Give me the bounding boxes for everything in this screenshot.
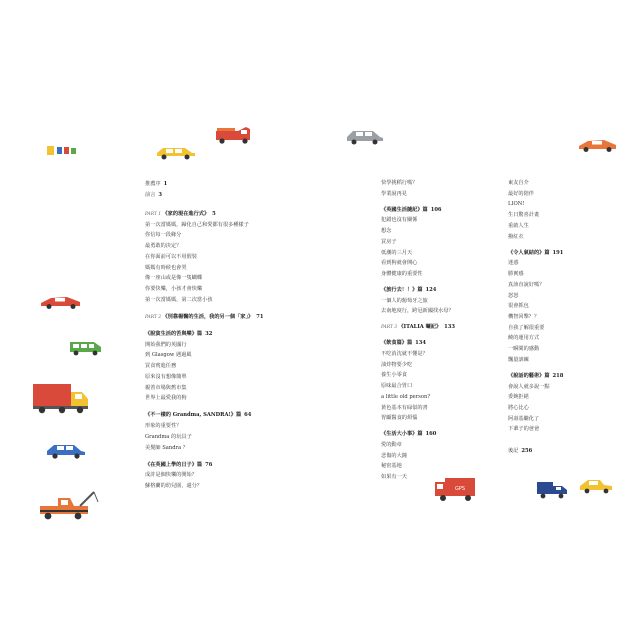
toc-entry[interactable]: [508, 201, 524, 208]
toc-entry[interactable]: [381, 463, 402, 470]
grey-sedan-icon: [346, 127, 384, 145]
toc-entry-label: 親善市場與舊市集: [145, 384, 187, 391]
toc-entry[interactable]: [508, 271, 524, 278]
toc-entry-label: 一個人的葡萄牙之旅: [381, 297, 428, 304]
toc-page-number: 160: [425, 431, 437, 438]
toc-entry-label: 看到狗就會開心: [381, 260, 418, 267]
toc-entry-label: 你信每一段緣分: [145, 232, 182, 239]
toc-page-number: 76: [205, 461, 213, 468]
toc-entry-label: 買房子: [381, 238, 397, 245]
toc-entry[interactable]: [381, 453, 407, 460]
toc-entry[interactable]: [381, 442, 402, 449]
toc-entry[interactable]: [508, 303, 529, 310]
toc-entry[interactable]: [381, 405, 428, 412]
yellow-vintage-car-icon: [578, 476, 614, 496]
toc-entry-label: 重啟人生: [508, 222, 529, 229]
toc-entry-label: 下輩子的爸爸: [508, 426, 540, 433]
toc-entry-label: 《英國生活隨記》篇: [381, 206, 428, 213]
toc-entry-label: 低潮的三月天: [381, 249, 413, 256]
toc-entry[interactable]: [145, 275, 202, 282]
toc-entry[interactable]: [145, 483, 202, 490]
toc-entry-label: LION!: [508, 201, 525, 208]
toc-entry[interactable]: [145, 352, 192, 359]
toc-entry-label: 學業說再見: [381, 190, 407, 197]
toc-entry-label: 悲傷的大鐘: [381, 452, 407, 459]
toc-entry[interactable]: [508, 282, 544, 289]
toc-entry-label: 《旅行去！！》篇: [381, 286, 423, 293]
toc-section-heading[interactable]: [381, 287, 436, 294]
toc-entry-label: 饒的運用方式: [508, 335, 540, 342]
toc-entry-label: 胃顧醫食的煩惱: [381, 415, 418, 422]
orange-sports-car-icon: [578, 136, 618, 153]
toc-entry-label: 最勇敢的決定？: [145, 243, 182, 250]
toc-entry[interactable]: [508, 212, 539, 219]
small-sign-icon: [47, 145, 79, 157]
toc-entry[interactable]: [381, 415, 417, 422]
toc-entry-label: 將心比心: [508, 405, 529, 411]
toc-entry[interactable]: [508, 384, 550, 391]
toc-entry[interactable]: [145, 472, 197, 479]
green-van-icon: [68, 336, 104, 356]
toc-entry[interactable]: [145, 181, 167, 188]
toc-entry-label: 很會抓包: [508, 303, 529, 310]
toc-entry[interactable]: [145, 243, 181, 250]
toc-part-heading[interactable]: [145, 211, 216, 218]
toc-entry[interactable]: [381, 394, 430, 401]
toc-entry[interactable]: [145, 254, 197, 261]
toc-entry-label: 如果有一天: [381, 474, 407, 480]
toc-entry-label: 你要快樂，小孩才會快樂: [145, 285, 203, 292]
toc-entry-label: 身體健康的重要性: [381, 270, 423, 277]
toc-entry-label: 撥紅衣: [508, 233, 524, 240]
toc-entry[interactable]: [381, 271, 423, 278]
toc-entry-label: 飄量訓練: [508, 356, 529, 363]
toc-page-number: 3: [158, 192, 163, 198]
toc-entry[interactable]: [145, 286, 202, 293]
toc-section-heading[interactable]: [145, 412, 251, 419]
toc-entry-label: 生日驚喜計畫: [508, 212, 540, 219]
toc-entry[interactable]: [145, 232, 181, 239]
part-prefix: PART 3: [381, 325, 399, 331]
toc-entry[interactable]: [145, 297, 212, 304]
toc-page-number: 218: [552, 372, 564, 379]
toc-entry[interactable]: [381, 217, 417, 224]
toc-entry[interactable]: [508, 293, 518, 300]
toc-section-heading[interactable]: [508, 250, 563, 257]
toc-entry[interactable]: [508, 335, 539, 342]
red-sports-car-icon: [40, 293, 82, 310]
red-box-truck-icon: [32, 380, 90, 414]
toc-part-heading[interactable]: [381, 324, 455, 331]
toc-entry[interactable]: [145, 222, 249, 229]
toc-entry[interactable]: [381, 362, 412, 369]
toc-part-heading[interactable]: [145, 314, 263, 321]
toc-entry-label: 黃色基本有碌似的書: [381, 404, 428, 411]
toc-entry-label: 《不一樣的 Grandma, SANDRA!》篇: [145, 412, 242, 419]
toc-entry-label: 《令人氣結的》篇: [508, 249, 550, 256]
truck-logo-text: GPS: [454, 486, 466, 492]
toc-entry[interactable]: [508, 394, 529, 401]
toc-entry-label: 委婉拒絕: [508, 394, 529, 401]
toc-entry-label: 形象的重要性？: [145, 423, 182, 430]
toc-entry[interactable]: [145, 192, 162, 199]
toc-entry-label: 買食賓進任務: [145, 363, 177, 370]
toc-entry-label: 前言: [145, 192, 156, 198]
toc-section-heading[interactable]: [508, 373, 563, 380]
toc-page-number: 191: [552, 249, 564, 256]
toc-entry[interactable]: [508, 325, 544, 332]
toc-entry[interactable]: [381, 228, 391, 235]
toc-entry[interactable]: [381, 474, 407, 481]
toc-section-heading[interactable]: [145, 331, 212, 338]
toc-entry-label: 《說話的藝術》篇: [508, 372, 550, 379]
toc-entry-label: 會說人就多說一點: [508, 383, 550, 390]
toc-page-number: 124: [425, 286, 437, 293]
toc-entry[interactable]: [508, 405, 529, 412]
toc-entry-label: 機智回擊？？: [508, 313, 540, 320]
toc-entry-label: 東友自介: [508, 180, 529, 186]
toc-page-number: 64: [244, 412, 252, 419]
toc-page-number: 256: [521, 448, 533, 454]
toc-entry-label: 美髮師 Sandra ？: [145, 444, 188, 451]
toc-entry-label: 《生活大小事》篇: [381, 431, 423, 438]
toc-entry[interactable]: [508, 191, 534, 198]
toc-entry-label: 《家的現在進行式》: [162, 211, 210, 217]
toc-page-number: 106: [430, 206, 442, 213]
toc-entry[interactable]: [381, 372, 407, 379]
toc-entry-label: 養生小零食: [381, 372, 407, 379]
toc-page-number: 133: [444, 324, 455, 331]
navy-truck-icon: [536, 478, 570, 500]
toc-entry[interactable]: [508, 234, 524, 241]
toc-entry[interactable]: [508, 426, 539, 433]
toc-section-heading[interactable]: [145, 462, 212, 469]
toc-section-heading[interactable]: [381, 431, 436, 438]
toc-entry[interactable]: [508, 314, 539, 321]
toc-entry[interactable]: [508, 260, 518, 267]
toc-entry-label: 怒怒: [508, 292, 519, 299]
toc-entry-label: 犯錯也沒有關係: [381, 217, 418, 224]
toc-entry-label: 在你面前可以不用假裝: [145, 253, 197, 260]
toc-entry[interactable]: [508, 416, 539, 423]
toc-entry-label: 開始我們的英國行: [145, 341, 187, 348]
toc-entry-label: 《在英國上學的日子》篇: [145, 461, 203, 468]
toc-entry[interactable]: [381, 180, 417, 187]
toc-entry-label: 原味最合胃口: [381, 383, 413, 390]
toc-entry[interactable]: [145, 374, 187, 381]
toc-entry[interactable]: [381, 383, 412, 390]
toc-entry-label: Grandma 的玩具子: [145, 433, 192, 440]
toc-entry-label: 原來沒有想像簡單: [145, 373, 187, 380]
toc-entry[interactable]: [508, 357, 529, 364]
toc-entry[interactable]: [381, 298, 428, 305]
toc-entry[interactable]: [381, 191, 407, 198]
toc-entry-label: 真該直說好嗎？: [508, 281, 545, 288]
red-truck-icon: [214, 123, 254, 147]
part-prefix: PART 1: [145, 212, 163, 217]
toc-page-number: 32: [205, 331, 213, 337]
toc-entry[interactable]: [508, 448, 532, 455]
toc-entry[interactable]: [145, 423, 181, 430]
toc-entry-label: 《飲食篇》篇: [381, 340, 413, 347]
toc-entry-label: 一瞬間的感動: [508, 346, 540, 352]
toc-entry-label: 後記: [508, 448, 519, 454]
toc-entry[interactable]: [508, 223, 529, 230]
toc-entry-label: 愛的動章: [381, 441, 402, 448]
toc-entry[interactable]: [145, 445, 188, 452]
toc-entry[interactable]: [381, 351, 428, 358]
toc-entry-label: 自我了解很重要: [508, 324, 545, 331]
toc-entry[interactable]: [145, 363, 176, 370]
toc-entry[interactable]: [145, 434, 192, 441]
toc-section-heading[interactable]: [381, 340, 426, 347]
toc-entry-label: 媽媽有時候也會哭: [145, 264, 187, 271]
toc-entry[interactable]: [145, 385, 187, 392]
toc-entry-label: 《脫貧生活的苦與樂》篇: [145, 331, 203, 337]
toc-entry-label: 阿壽基繼化了: [508, 415, 540, 422]
toc-page-number: 134: [415, 340, 426, 347]
toc-section-heading[interactable]: [381, 207, 442, 214]
toc-entry-label: 成許是個快樂的開始？: [145, 472, 197, 479]
toc-entry-label: 《別靠楊醫的生活，我的另一個「家」》: [162, 313, 254, 320]
toc-entry-label: 蘇格蘭的幼兒園，還分？: [145, 483, 203, 490]
toc-entry-label: 第一次當媽媽，歸化自己和愛都有很多種樣子: [145, 221, 249, 228]
toc-entry-label: 第一次當媽媽，第二次當小孩: [145, 296, 213, 303]
toc-entry[interactable]: [145, 395, 187, 402]
toc-entry[interactable]: [508, 346, 539, 353]
toc-entry-label: 快學挑稻行嗎？: [381, 180, 418, 186]
red-delivery-truck-icon: [434, 476, 484, 504]
toc-entry-label: 迷惑: [508, 260, 519, 267]
yellow-taxi-icon: [155, 143, 197, 160]
toc-entry-label: 推薦序: [145, 181, 161, 187]
toc-page-number: 1: [163, 181, 168, 187]
toc-entry[interactable]: [145, 265, 187, 272]
tow-truck-icon: [36, 488, 102, 522]
toc-entry-label: 不吃消沈就不懂是？: [381, 351, 428, 357]
toc-entry-label: 《ITALIA 囉記》: [398, 324, 442, 331]
toc-entry-label: 到 Glasgow 遇過風: [145, 352, 192, 359]
toc-page-number: 71: [256, 313, 264, 320]
toc-entry-label: a little old person?: [381, 393, 431, 400]
toc-entry[interactable]: [381, 250, 412, 257]
toc-entry[interactable]: [381, 308, 454, 315]
toc-entry-label: 去南地度行，跨冠新國找水母？: [381, 308, 454, 315]
toc-entry[interactable]: [381, 239, 397, 246]
toc-entry-label: 秘密基地: [381, 463, 402, 470]
toc-entry-label: 世界上最愛我的狗: [145, 395, 187, 402]
toc-entry-label: 勝實感: [508, 271, 524, 278]
toc-entry-label: 像一座山或是像一隻蝴蝶: [145, 275, 203, 282]
part-prefix: PART 2: [145, 314, 163, 320]
toc-entry[interactable]: [381, 260, 417, 267]
toc-entry-label: 最好的陪伴: [508, 190, 534, 197]
toc-entry-label: 想念: [381, 228, 392, 235]
toc-page-number: 5: [212, 211, 216, 217]
blue-sedan-icon: [46, 440, 86, 460]
toc-entry-label: 油炸物要少吃: [381, 361, 413, 368]
toc-entry[interactable]: [508, 180, 529, 187]
toc-entry[interactable]: [145, 342, 187, 349]
